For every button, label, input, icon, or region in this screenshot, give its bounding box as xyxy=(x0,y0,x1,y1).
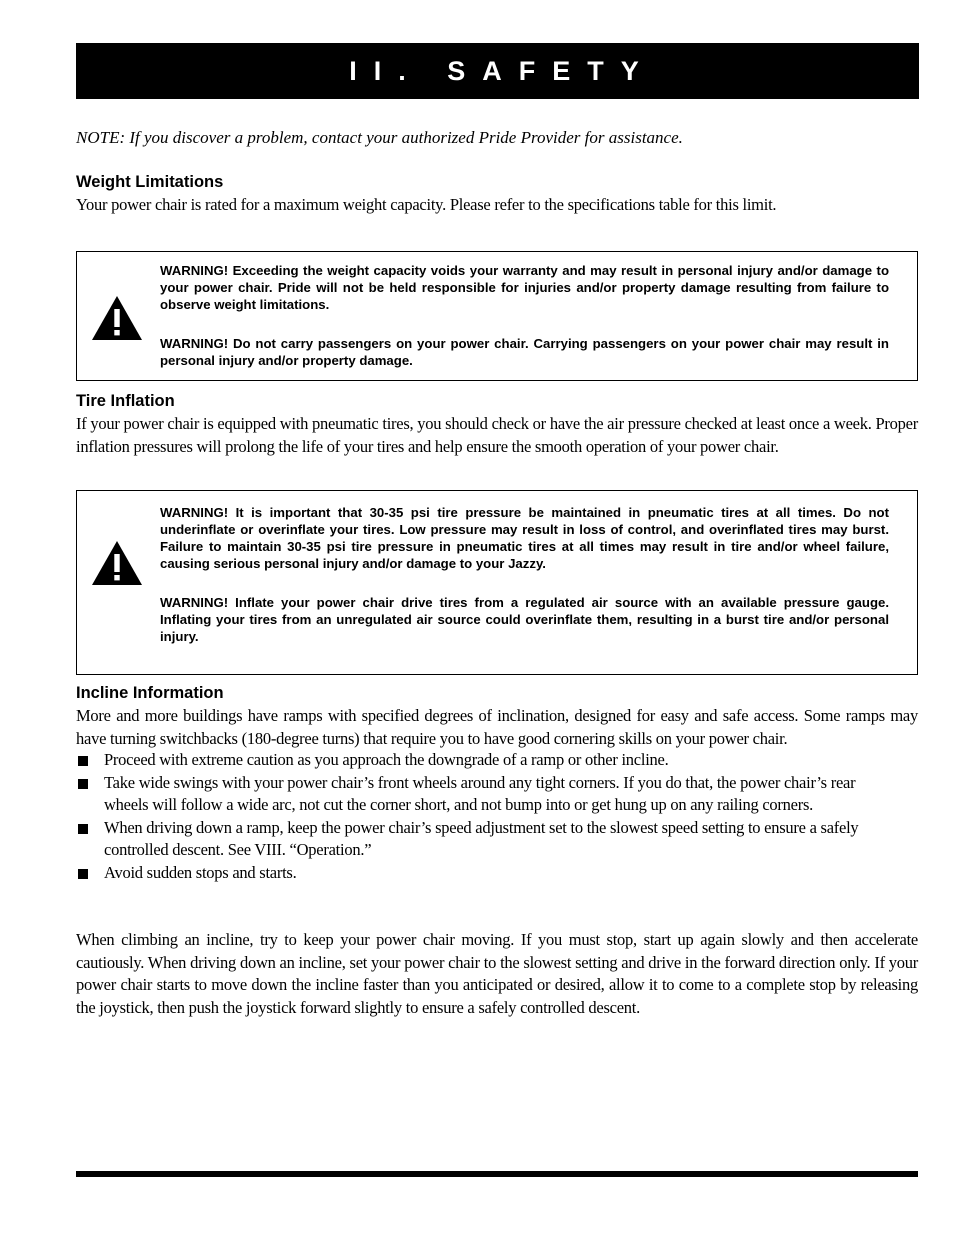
tire-warning-box xyxy=(76,490,918,675)
weight-heading: Weight Limitations xyxy=(76,173,224,191)
provider-note: NOTE: If you discover a problem, contact your authorized Pride Provider for assistance. xyxy=(76,128,683,147)
weight-warning-1: WARNING! Exceeding the weight capacity voids your warranty and may result in personal injury and/or damage to your power chair. Pride will not be held responsible for injuries and/or property damage resulting from failure to observe weight limitations. xyxy=(160,263,889,312)
warning-triangle-icon xyxy=(91,540,143,586)
warning-triangle-icon xyxy=(91,295,143,341)
list-item: Take wide swings with your power chair’s front wheels around any tight corners. If you do that, the power chair’s rear wheels will follow a wide arc, not cut the corner short, and not bump into or get hung up on any railing corners. xyxy=(76,772,918,817)
incline-closing: When climbing an incline, try to keep your power chair moving. If you must stop, start up again slowly and then accelerate cautiously. When driving down an incline, set your power chair to the slowest setting and drive in the forward direction only. If your power chair starts to move down the incline faster than you anticipated or desired, allow it to come to a complete stop by releasing the joystick, then push the joystick forward slightly to ensure a safely controlled descent. xyxy=(76,930,918,1017)
list-item: Avoid sudden stops and starts. xyxy=(76,862,918,885)
tire-body: If your power chair is equipped with pneumatic tires, you should check or have the air pressure checked at least once a week. Proper inflation pressures will prolong the life of your tires and help ensure the smooth operation of your power chair. xyxy=(76,414,918,456)
weight-warning-2: WARNING! Do not carry passengers on your power chair. Carrying passengers on your power chair may result in personal injury and/or property damage. xyxy=(160,336,889,368)
weight-warning-box xyxy=(76,251,918,381)
bullet-square-icon xyxy=(78,779,88,789)
section-header-bar xyxy=(76,43,919,99)
weight-warning-text xyxy=(160,262,889,369)
tire-warning-text xyxy=(160,504,889,645)
section-title: II. SAFETY xyxy=(349,55,656,86)
weight-body: Your power chair is rated for a maximum weight capacity. Please refer to the specifications table for this limit. xyxy=(76,195,777,214)
footer-rule xyxy=(76,1171,918,1177)
incline-intro: More and more buildings have ramps with specified degrees of inclination, designed for easy and safe access. Some ramps may have turning switchbacks (180-degree turns) that require you to have good cornering skills on your power chair. xyxy=(76,706,918,748)
bullet-square-icon xyxy=(78,824,88,834)
list-item: When driving down a ramp, keep the power chair’s speed adjustment set to the slowest speed setting to ensure a safely controlled descent. See VIII. “Operation.” xyxy=(76,817,918,862)
list-item: Proceed with extreme caution as you approach the downgrade of a ramp or other incline. xyxy=(76,749,918,772)
bullet-square-icon xyxy=(78,756,88,766)
tire-warning-1: WARNING! It is important that 30-35 psi tire pressure be maintained in pneumatic tires at all times. Do not underinflate or overinflate your tires. Low pressure may result in loss of control, and overinflated tires may burst. Failure to maintain 30-35 psi tire pressure in pneumatic tires at all times may result in tire and/or wheel failure, causing serious personal injury and/or damage to your Jazzy. xyxy=(160,505,889,571)
tire-warning-2: WARNING! Inflate your power chair drive tires from a regulated air source with an available pressure gauge. Inflating your tires from an unregulated air source could overinflate them, resulting in a burst tire and/or personal injury. xyxy=(160,595,889,644)
incline-heading: Incline Information xyxy=(76,684,224,702)
bullet-square-icon xyxy=(78,869,88,879)
tire-heading: Tire Inflation xyxy=(76,392,175,410)
incline-bullet-list xyxy=(76,749,918,884)
